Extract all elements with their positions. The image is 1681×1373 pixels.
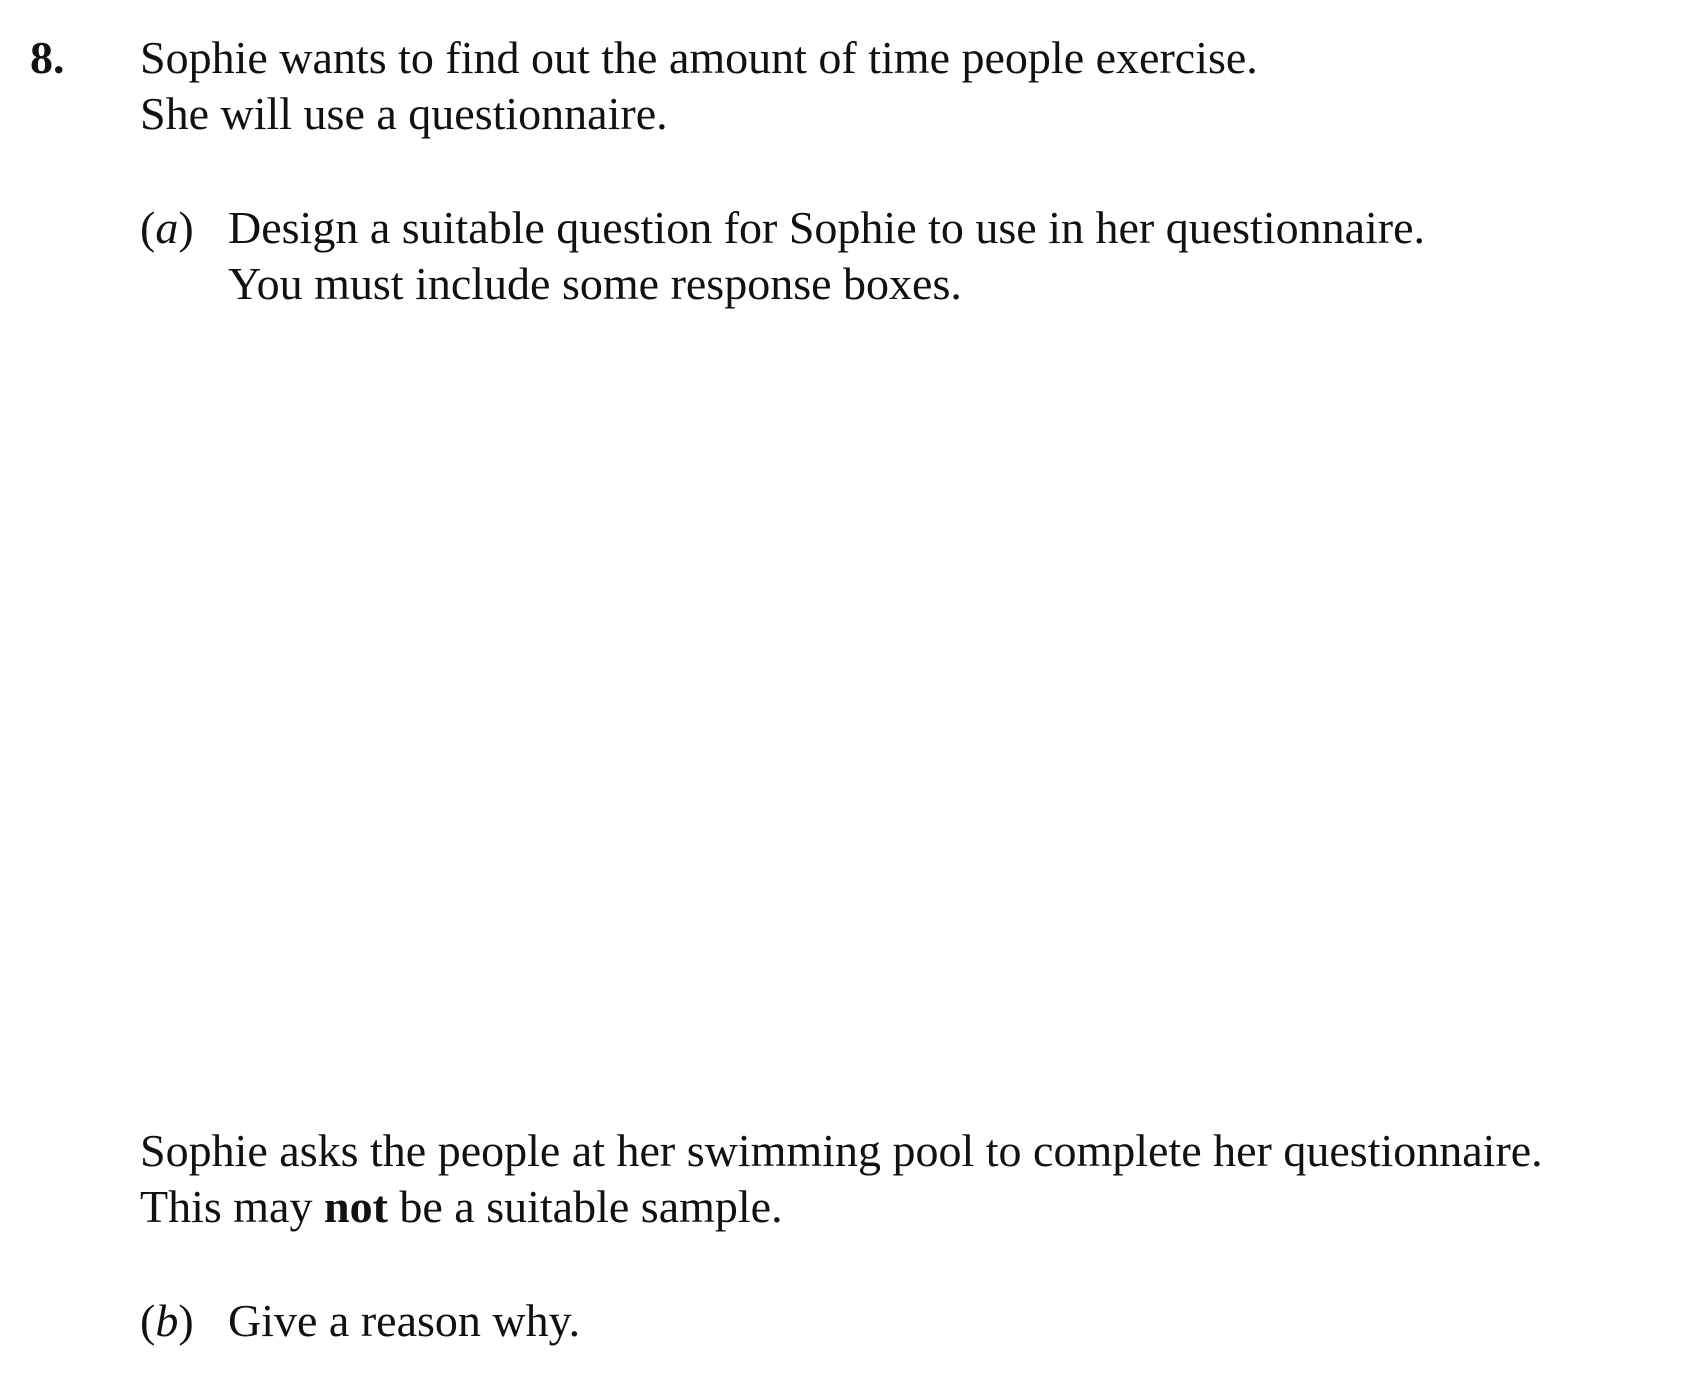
context-line-2-start: This may: [140, 1181, 324, 1232]
part-b-text: Give a reason why.: [228, 1295, 581, 1346]
context-line-2-end: be a suitable sample.: [387, 1181, 783, 1232]
part-a-answer-space[interactable]: [138, 340, 1538, 1120]
part-b-letter: b: [155, 1295, 179, 1346]
intro-line-1: Sophie wants to find out the amount of time people exercise.: [140, 32, 1258, 83]
part-a-line-2: You must include some response boxes.: [228, 258, 962, 309]
part-a-label: [140, 198, 194, 258]
context-emphasis-not: not: [323, 1181, 388, 1232]
context-line-2: [140, 1177, 783, 1237]
part-a-open: (: [140, 202, 156, 253]
part-b-open: (: [140, 1295, 156, 1346]
question-number: 8.: [30, 32, 65, 83]
part-a-close: ): [178, 202, 194, 253]
part-b-close: ): [178, 1295, 194, 1346]
part-a-letter: a: [155, 202, 179, 253]
context-line-1: Sophie asks the people at her swimming pool to complete her questionnaire.: [140, 1125, 1543, 1176]
intro-line-2: She will use a questionnaire.: [140, 88, 668, 139]
part-a-line-1: Design a suitable question for Sophie to use in her questionnaire.: [228, 202, 1426, 253]
part-b-label: [140, 1291, 194, 1351]
